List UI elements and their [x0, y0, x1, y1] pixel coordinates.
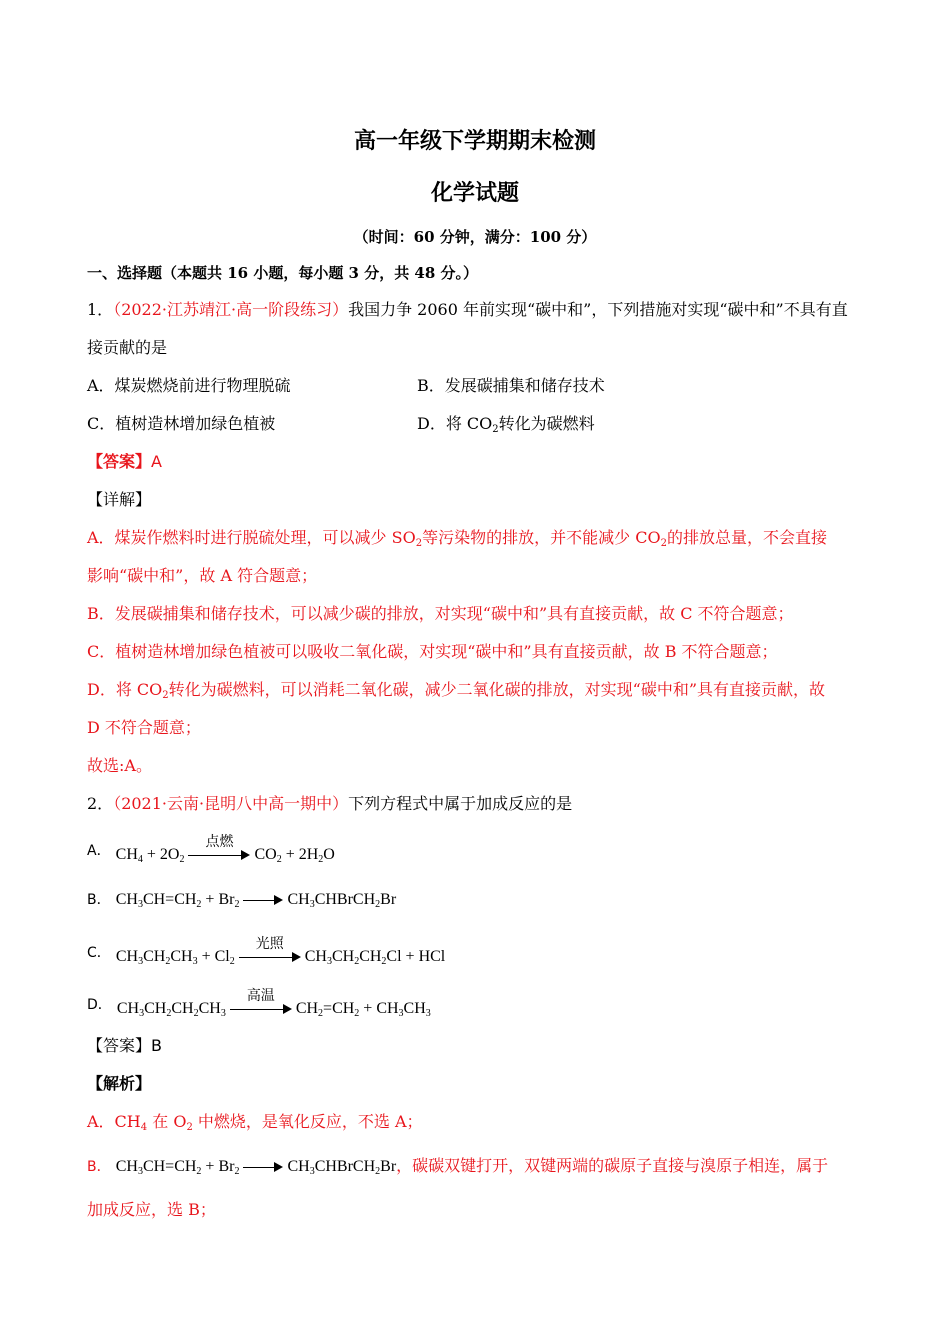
q1-exp-a-post: 的排放总量，不会直接: [666, 528, 827, 547]
q2-option-b: [87, 889, 396, 910]
q1-exp-d-pre: D．将 CO: [87, 680, 163, 699]
q2-option-a-condition: 点燃: [205, 835, 234, 851]
q1-exp-d-post: 转化为碳燃料，可以消耗二氧化碳，减少二氧化碳的排放，对实现“碳中和”具有直接贡献，故: [168, 680, 826, 699]
arrow-icon: [239, 937, 301, 967]
q2-exp-b-line2: 加成反应，选 B；: [87, 1200, 216, 1219]
q2-option-d-condition: 高温: [246, 989, 275, 1005]
q1-source: （2022·江苏靖江·高一阶段练习）: [113, 300, 349, 319]
q2-answer-value: B: [151, 1036, 162, 1055]
section-heading: 一、选择题（本题共 16 小题，每小题 3 分，共 48 分。）: [87, 264, 479, 282]
q1-option-d: [417, 414, 595, 440]
arrow-icon: [188, 835, 250, 865]
q1-answer: [87, 452, 162, 472]
q1-conclusion: 故选:A。: [87, 756, 152, 775]
q1-stem: 我国力争 2060 年前实现“碳中和”，下列措施对实现“碳中和”不具有直: [348, 300, 848, 319]
q2-exp-b-line1: [87, 1156, 828, 1177]
q1-number: 1．: [87, 300, 114, 319]
q2-stem: [87, 794, 572, 814]
q2-option-a-label: A．: [87, 843, 111, 859]
q1-answer-label: 【答案】: [87, 452, 152, 471]
q2-exp-a-post: 中燃烧，是氧化反应，不选 A；: [192, 1112, 423, 1131]
q2-option-b-label: B．: [87, 892, 111, 908]
q2-option-d-equation: $CH_3CH_2CH_2CH_3$ 高温 $CH_2=CH_2 + CH_3CH_3$: [117, 1000, 431, 1017]
q1-option-c: C．植树造林增加绿色植被: [87, 414, 276, 433]
q2-exp-a-sub2: 2: [186, 1122, 193, 1133]
q2-option-c-label: C．: [87, 945, 111, 961]
arrow-icon: [243, 1157, 283, 1177]
q2-option-c: [87, 937, 446, 967]
q1-option-d-post: 转化为碳燃料: [498, 414, 595, 433]
q1-exp-a-sub2: 2: [660, 538, 667, 549]
q2-answer: [87, 1036, 162, 1056]
q1-exp-d-line2: D 不符合题意；: [87, 718, 201, 737]
q1-stem-line2: 接贡献的是: [87, 338, 168, 357]
q1-exp-d-sub: 2: [162, 690, 169, 701]
q2-exp-a-sub1: 4: [140, 1122, 148, 1133]
q2-exp-b-equation: $CH_3CH=CH_2 + Br_2$ $CH_3CHBrCH_2Br$: [115, 1158, 397, 1177]
q2-option-c-condition: 光照: [255, 937, 284, 953]
q2-exp-a: [87, 1112, 423, 1138]
arrow-icon: [230, 989, 292, 1019]
q1-option-d-sub: 2: [492, 424, 499, 435]
q2-number: 2．: [87, 794, 114, 813]
q2-option-d-label: D．: [87, 997, 112, 1013]
q2-exp-a-pre: A．CH: [87, 1112, 141, 1131]
q2-exp-b-label: B．: [87, 1159, 111, 1175]
q1-exp-d-line1: [87, 680, 825, 706]
q2-option-c-equation: $CH_3CH_2CH_3 + Cl_2$ 光照 $CH_3CH_2CH_2Cl$ + HCl: [116, 948, 445, 965]
q1-exp-c: C．植树造林增加绿色植被可以吸收二氧化碳，对实现“碳中和”具有直接贡献，故 B 不符合题意；: [87, 642, 778, 661]
exam-info: （时间：60 分钟，满分：100 分）: [353, 228, 597, 246]
page-subtitle: 化学试题: [430, 180, 519, 206]
q2-exp-a-mid: 在 O: [147, 1112, 187, 1131]
q2-option-d: [87, 989, 431, 1019]
q2-option-b-equation: $CH_3CH=CH_2 + Br_2$ $CH_3CHBrCH_2Br$: [115, 891, 397, 910]
q1-exp-b: B．发展碳捕集和储存技术，可以减少碳的排放，对实现“碳中和”具有直接贡献，故 C 不符合题意；: [87, 604, 794, 623]
arrow-icon: [243, 890, 283, 910]
page-title: 高一年级下学期期末检测: [353, 128, 596, 154]
q1-exp-a-pre: A．煤炭作燃料时进行脱硫处理，可以减少 SO: [87, 528, 416, 547]
q1-option-b: B．发展碳捕集和储存技术: [417, 376, 605, 395]
q1-answer-value: A: [151, 452, 162, 471]
q2-answer-label: 【答案】: [87, 1036, 152, 1055]
q2-exp-b-text: ，碳碳双键打开，双键两端的碳原子直接与溴原子相连，属于: [396, 1156, 829, 1175]
q1-exp-a-sub1: 2: [415, 538, 423, 549]
q2-source: （2021·云南·昆明八中高一期中）: [113, 794, 349, 813]
q2-analysis-label: 【解析】: [87, 1074, 152, 1093]
q2-option-a-equation: $CH_4 + 2O_2$ 点燃 $CO_2 + 2H_2O$: [116, 846, 335, 863]
q1-option-a: A．煤炭燃烧前进行物理脱硫: [87, 376, 291, 395]
q1-detail-label: 【详解】: [87, 490, 152, 509]
q1-option-d-pre: D．将 CO: [417, 414, 493, 433]
q2-stem-text: 下列方程式中属于加成反应的是: [348, 794, 573, 813]
q1-exp-a-line1: [87, 528, 827, 554]
q1-stem-line1: [87, 300, 848, 320]
q2-option-a: [87, 835, 335, 865]
q1-exp-a-mid: 等污染物的排放，并不能减少 CO: [422, 528, 661, 547]
q1-exp-a-line2: 影响“碳中和”，故 A 符合题意；: [87, 566, 318, 585]
